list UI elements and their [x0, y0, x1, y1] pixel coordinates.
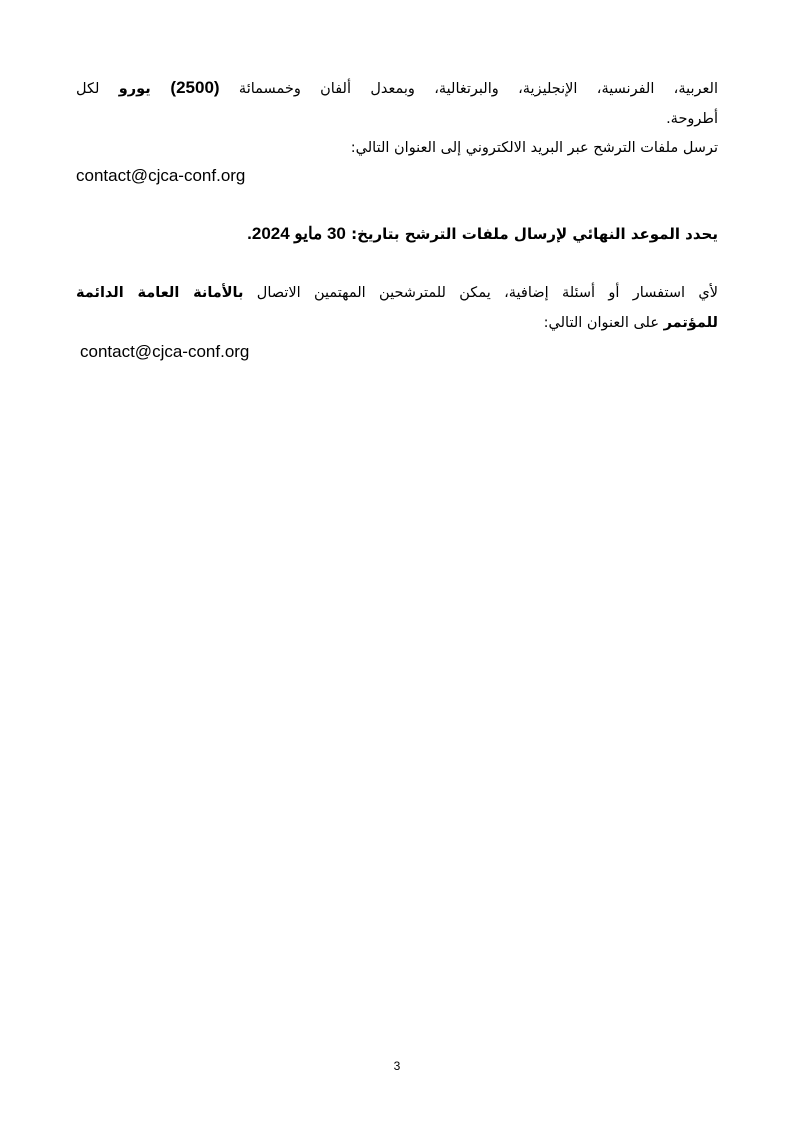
secretariat-name: بالأمانة العامة الدائمة: [76, 285, 244, 301]
conference-word: للمؤتمر: [663, 315, 718, 331]
paragraph-fees-line2: أطروحة.: [666, 111, 718, 127]
deadline-line: [247, 224, 718, 244]
page-number: 3: [393, 1059, 401, 1073]
paragraph-inquiries-line2: [544, 315, 718, 331]
fee-currency: يورو: [118, 81, 171, 97]
contact-email-2[interactable]: contact@cjca-conf.org: [80, 342, 250, 361]
paragraph-inquiries-line1: [76, 285, 718, 301]
fee-amount: (2500): [170, 78, 220, 97]
fees-text: العربية، الفرنسية، الإنجليزية، والبرتغالية، وبمعدل ألفان وخمسمائة: [219, 81, 718, 97]
deadline-text: يحدد الموعد النهائي لإرسال ملفات الترشح بتاريخ:: [345, 225, 718, 243]
contact-email-1[interactable]: contact@cjca-conf.org: [76, 166, 246, 185]
address-intro: على العنوان التالي:: [543, 315, 664, 331]
paragraph-fees-line1: [76, 78, 718, 98]
deadline-date: 30 مايو 2024.: [247, 224, 346, 243]
fees-text-end: لكل: [76, 81, 119, 97]
submission-instruction: ترسل ملفات الترشح عبر البريد الالكتروني إلى العنوان التالي:: [350, 140, 718, 156]
inquiries-text: لأي استفسار أو أسئلة إضافية، يمكن للمترشحين المهتمين الاتصال: [243, 285, 718, 301]
